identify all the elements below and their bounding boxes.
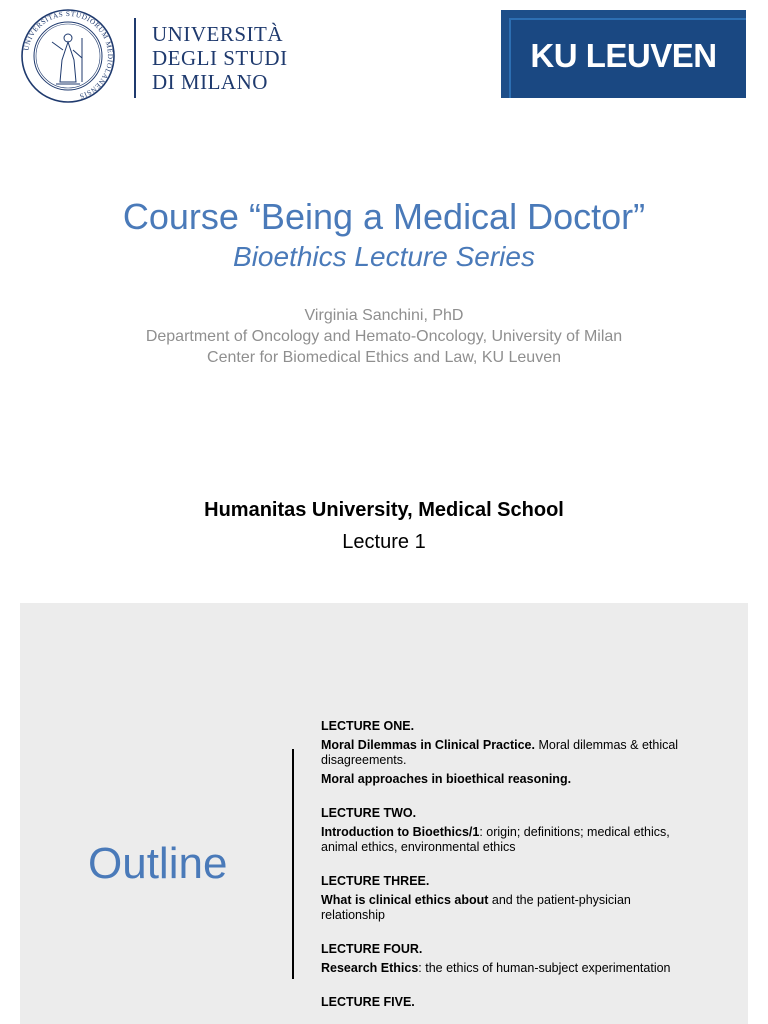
lecture-topic: Introduction to Bioethics/1: origin; definitions; medical ethics, animal ethics, environmental ethics	[321, 825, 670, 854]
ku-leuven-logo-text: KU LEUVEN	[530, 37, 717, 74]
author-block	[0, 305, 768, 368]
outline-slide	[20, 603, 748, 1024]
lecture-title: LECTURE ONE.	[321, 719, 415, 733]
logo-divider	[134, 18, 136, 98]
lecture-item	[321, 995, 681, 1010]
lecture-item	[321, 806, 681, 855]
lecture-title: LECTURE FOUR.	[321, 942, 423, 956]
lecture-topic: Moral approaches in bioethical reasoning.	[321, 772, 572, 786]
lecture-item	[321, 942, 681, 976]
lecture-title: LECTURE THREE.	[321, 874, 430, 888]
ku-leuven-logo	[501, 10, 746, 98]
university-line: DEGLI STUDI	[152, 46, 288, 70]
author-affiliation: Center for Biomedical Ethics and Law, KU Leuven	[207, 349, 561, 366]
university-line: UNIVERSITÀ	[152, 22, 283, 46]
outline-heading: Outline	[88, 839, 228, 888]
lecture-list	[321, 719, 681, 1024]
lecture-topic: Moral Dilemmas in Clinical Practice. Moral dilemmas & ethical disagreements.	[321, 738, 679, 767]
university-line: DI MILANO	[152, 70, 268, 94]
author-affiliation: Department of Oncology and Hemato-Oncology, University of Milan	[145, 328, 623, 345]
course-subtitle: Bioethics Lecture Series	[233, 241, 535, 272]
institution-name: Humanitas University, Medical School	[204, 499, 564, 521]
lecture-title: LECTURE FIVE.	[321, 995, 415, 1009]
course-title: Course “Being a Medical Doctor”	[122, 196, 646, 237]
outline-divider	[292, 749, 294, 979]
lecture-number: Lecture 1	[342, 531, 426, 553]
author-name: Virginia Sanchini, PhD	[304, 307, 464, 324]
lecture-item	[321, 874, 681, 923]
lecture-topic: Research Ethics: the ethics of human-subject experimentation	[321, 961, 671, 975]
university-name	[152, 22, 288, 94]
lecture-topic: What is clinical ethics about and the patient-physician relationship	[321, 893, 631, 922]
seal-text: UNIVERSITAS STUDIORUM MEDIOLANENSIS	[22, 9, 115, 101]
university-seal-logo	[20, 8, 116, 104]
lecture-title: LECTURE TWO.	[321, 806, 417, 820]
lecture-item	[321, 719, 681, 787]
